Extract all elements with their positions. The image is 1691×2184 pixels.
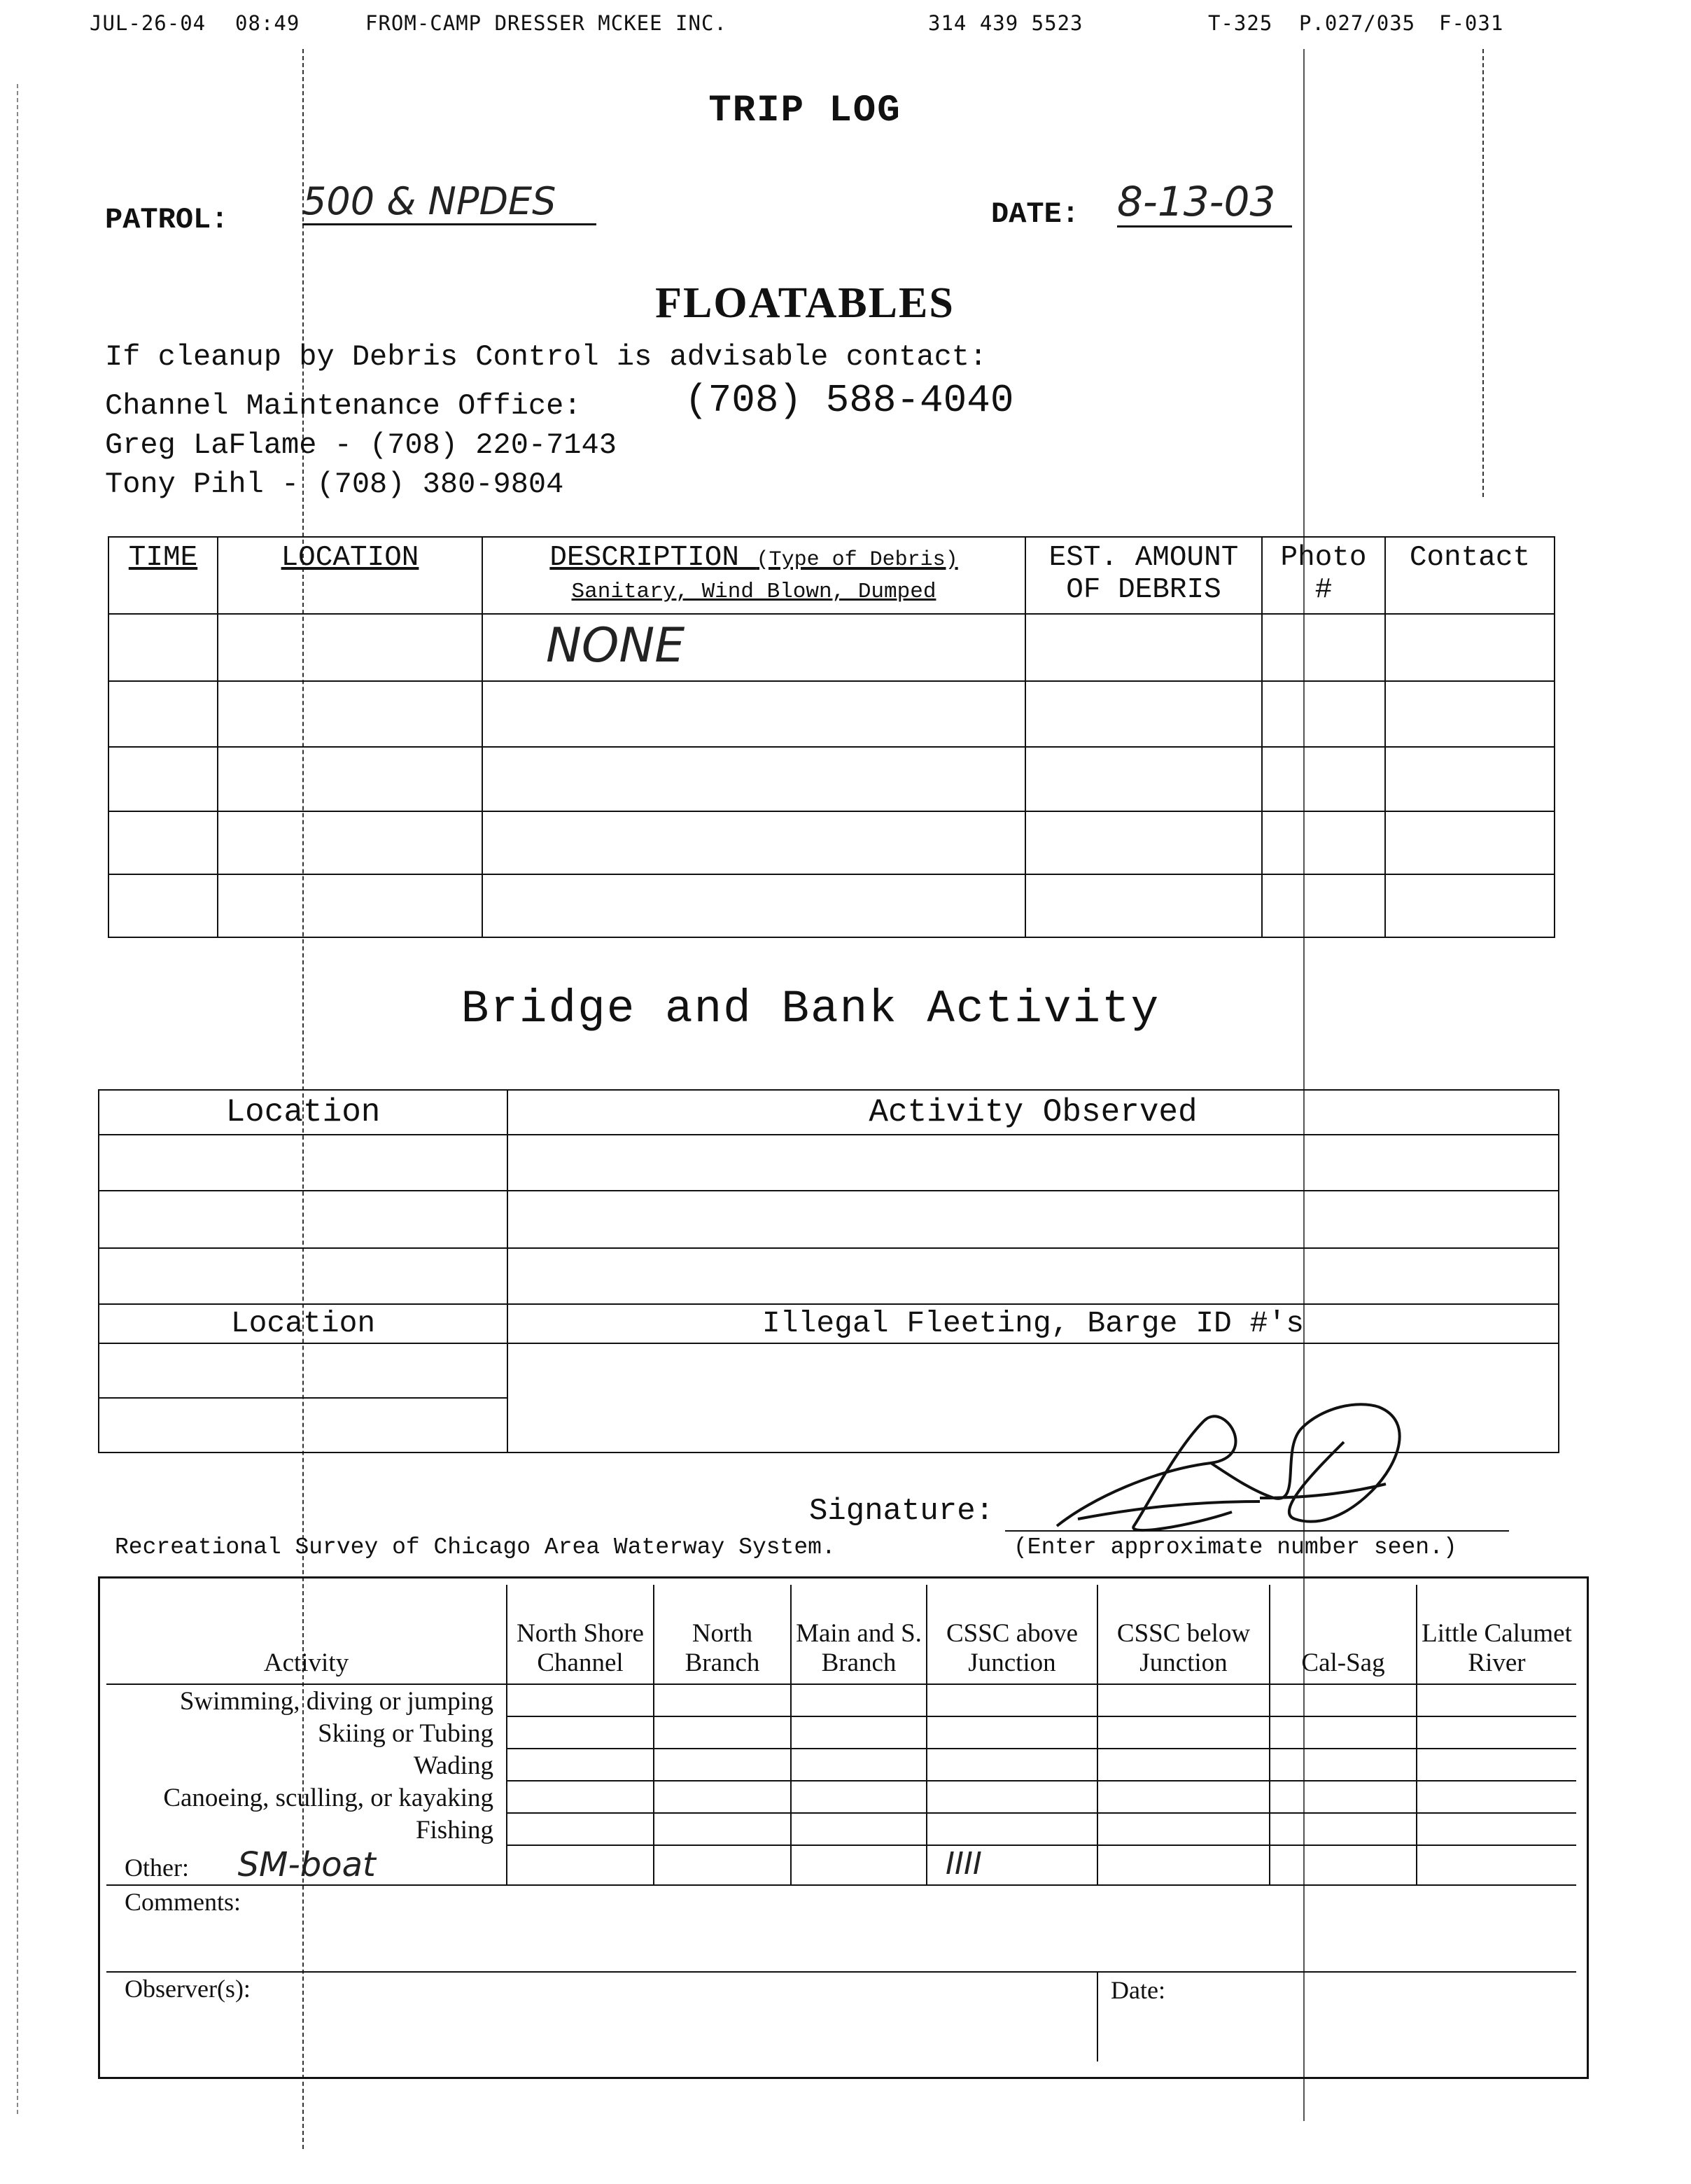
col-amount: EST. AMOUNT OF DEBRIS (1025, 537, 1262, 614)
table-row (99, 1135, 1559, 1191)
table-row (99, 1248, 1559, 1304)
row-fishing: Fishing (415, 1816, 493, 1844)
survey-intro: Recreational Survey of Chicago Area Waterway System. (115, 1534, 836, 1560)
col-photo: Photo # (1262, 537, 1385, 614)
date-value: 8-13-03 (1117, 178, 1292, 227)
table-row (108, 811, 1555, 874)
fleeting-location-header: Location (99, 1304, 507, 1343)
row-wading: Wading (413, 1751, 493, 1780)
bridge-activity-header: Activity Observed (507, 1090, 1559, 1135)
fax-fcode: F-031 (1439, 11, 1504, 35)
table-row (106, 1781, 1576, 1813)
fax-time: 08:49 (235, 11, 300, 35)
fleeting-header: Illegal Fleeting, Barge ID #'s (507, 1304, 1559, 1343)
signature-label: Signature: (809, 1494, 995, 1529)
col-north-shore: North Shore Channel (507, 1585, 654, 1684)
survey-table (106, 1585, 1576, 2062)
floatables-table (108, 536, 1555, 938)
fax-phone: 314 439 5523 (928, 11, 1083, 35)
col-activity: Activity (106, 1585, 507, 1684)
observers-field[interactable]: Observer(s): (106, 1972, 1097, 2062)
survey-date-field[interactable]: Date: (1097, 1972, 1576, 2062)
fax-from: FROM-CAMP DRESSER MCKEE INC. (365, 11, 727, 35)
fax-date: JUL-26-04 (90, 11, 206, 35)
fax-page: P.027/035 (1299, 11, 1416, 35)
table-row (106, 1813, 1576, 1845)
col-time: TIME (108, 537, 218, 614)
contact-greg: Greg LaFlame - (708) 220-7143 (105, 428, 617, 462)
office-phone: (708) 588-4040 (685, 378, 1014, 423)
col-cssc-above: CSSC above Junction (927, 1585, 1097, 1684)
table-row (106, 1845, 1576, 1885)
debris-entry: NONE (546, 618, 685, 673)
bridge-location-header: Location (99, 1090, 507, 1135)
patrol-label: PATROL: (105, 203, 229, 237)
col-north-branch: North Branch (654, 1585, 791, 1684)
office-label: Channel Maintenance Office: (105, 389, 582, 423)
col-cssc-below: CSSC below Junction (1097, 1585, 1270, 1684)
table-row (99, 1191, 1559, 1248)
col-cal-sag: Cal-Sag (1270, 1585, 1417, 1684)
col-little-calumet: Little Calumet River (1417, 1585, 1576, 1684)
floatables-heading: FLOATABLES (655, 279, 955, 327)
comments-field[interactable]: Comments: (106, 1885, 1576, 1972)
row-other (106, 1845, 507, 1885)
signature-image (1050, 1358, 1414, 1540)
table-row (106, 1716, 1576, 1749)
col-main-s-branch: Main and S. Branch (791, 1585, 927, 1684)
table-row (106, 1749, 1576, 1781)
contact-intro: If cleanup by Debris Control is advisable contact: (105, 340, 988, 374)
col-description: DESCRIPTION (Type of Debris) Sanitary, Wind Blown, Dumped (482, 537, 1025, 614)
other-value: SM-boat (237, 1845, 376, 1884)
other-label: Other: (125, 1854, 189, 1882)
col-location: LOCATION (218, 537, 482, 614)
row-canoeing: Canoeing, sculling, or kayaking (163, 1784, 493, 1812)
row-skiing: Skiing or Tubing (318, 1719, 493, 1748)
table-row (108, 614, 1555, 681)
table-row (108, 681, 1555, 747)
scan-line (17, 84, 18, 2114)
date-label: DATE: (991, 197, 1080, 231)
table-row (108, 747, 1555, 811)
col-contact: Contact (1385, 537, 1555, 614)
table-row (106, 1684, 1576, 1716)
bridge-heading: Bridge and Bank Activity (461, 983, 1160, 1035)
survey-note: (Enter approximate number seen.) (1013, 1534, 1457, 1560)
patrol-value: 500 & NPDES (302, 179, 596, 225)
table-row (108, 874, 1555, 937)
fax-tcode: T-325 (1208, 11, 1273, 35)
other-count: IIII (946, 1846, 982, 1882)
page-title: TRIP LOG (708, 90, 901, 132)
contact-tony: Tony Pihl - (708) 380-9804 (105, 468, 564, 501)
row-swimming: Swimming, diving or jumping (179, 1687, 493, 1716)
